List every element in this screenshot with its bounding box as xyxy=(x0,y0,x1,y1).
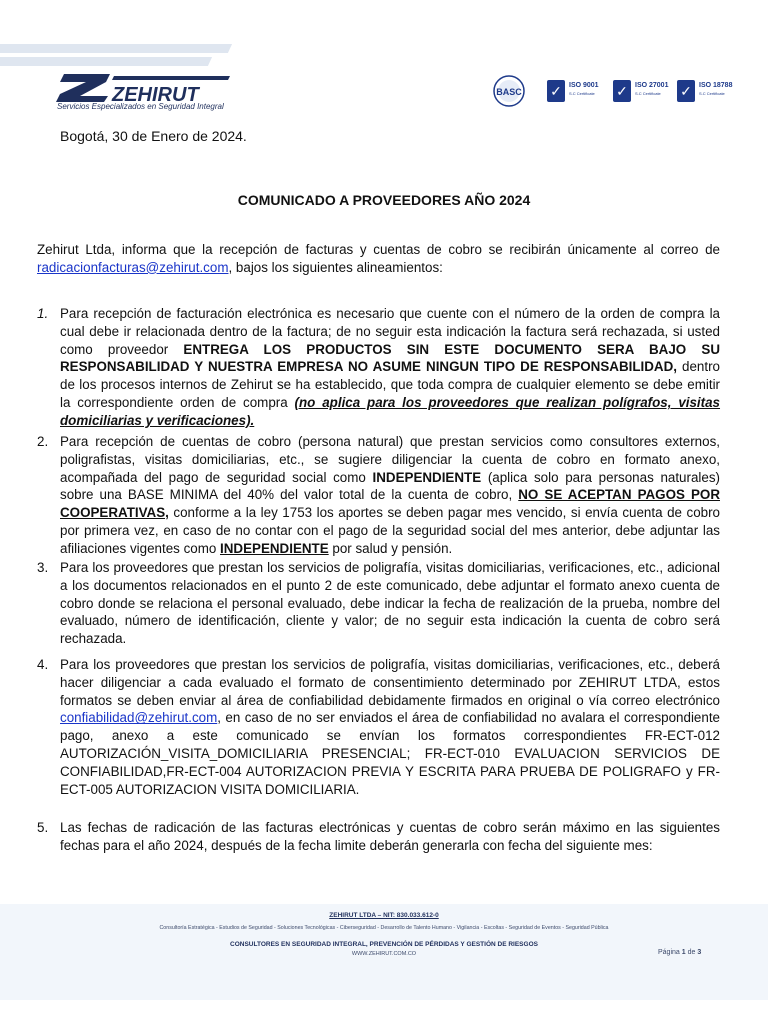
item-number: 2. xyxy=(37,434,49,449)
footer-website: WWW.ZEHIRUT.COM.CO xyxy=(351,951,417,957)
cert-sub: S.C Certificate xyxy=(699,91,725,96)
item-text: Para recepción de cuentas de cobro (persona natural) que prestan servicios como consultores externos, poligrafistas, visitas domiciliarias, etc., se sugiere diligenciar la cuenta de cobro en formato anexo, acompañada del pago de seguridad social como xyxy=(60,434,720,485)
item-bold-underlined-text: (no aplica para los proveedores que realizan polígrafos, visitas domiciliarias y verificaciones). xyxy=(60,394,721,428)
basc-seal xyxy=(492,74,526,108)
item-text: Para recepción de facturación electrónica es necesario que cuente con el número de la orden de compra la cual debe ir relacionada dentro de la factura; de no seguir esta indicación la factura será rechazada, si usted como proveedor xyxy=(60,306,720,357)
confiabilidad-email-link[interactable]: confiabilidad@zehirut.com xyxy=(60,710,218,726)
intro-text: Zehirut Ltda, informa que la recepción de facturas y cuentas de cobro se recibirán únicamente al correo de xyxy=(37,242,720,257)
logo-text: ZEHIRUT xyxy=(112,84,199,104)
item-number: 3. xyxy=(37,560,49,575)
page-indicator xyxy=(658,949,701,956)
page-number: 1 xyxy=(681,949,686,956)
check-icon: ✓ xyxy=(547,80,565,102)
logo-tagline: Servicios Especializados en Seguridad Integral xyxy=(57,102,224,111)
item-text: dentro de los procesos internos de Zehirut se ha establecido, que toda compra de cualquier elemento se debe emitir la correspondiente orden de compra xyxy=(60,359,720,410)
cert-name: ISO 9001 xyxy=(569,82,599,89)
list-item-1 xyxy=(60,305,720,430)
item-number: 4. xyxy=(37,657,49,672)
item-text: (aplica solo para personas naturales) sobre una BASE MINIMA del 40% del valor total de la cuenta de cobro, xyxy=(60,469,720,503)
check-icon: ✓ xyxy=(613,80,631,102)
certifications xyxy=(492,74,742,108)
page-footer xyxy=(0,904,768,1000)
list-item-5 xyxy=(60,819,720,855)
page-label: Página xyxy=(658,949,680,956)
item-text: , en caso de no ser enviados el área de confiabilidad no avalara el correspondiente pago, anexo a este comunicado se envían los formatos correspondientes FR-ECT-012 AUTORIZACIÓN_VISITA_DOMICILIARIA PRESENCIAL; FR-ECT-010 EVALUACION SERVICIOS DE CONFIABILIDAD,FR-ECT-004 AUTORIZACION PREVIA Y ESCRITA PARA PRUEBA DE POLIGRAFO y FR-ECT-005 AUTORIZACION VISITA DOMICILIARIA. xyxy=(60,710,720,797)
cert-name: ISO 27001 xyxy=(635,82,669,89)
list-item-4 xyxy=(60,656,720,798)
intro-text-end: , bajos los siguientes alineamientos: xyxy=(228,259,443,275)
check-icon: ✓ xyxy=(677,80,695,102)
item-number: 5. xyxy=(37,820,49,835)
document-title: COMUNICADO A PROVEEDORES AÑO 2024 xyxy=(237,192,531,208)
item-text: Para los proveedores que prestan los servicios de poligrafía, visitas domiciliarias, verificaciones, etc., adicional a los documentos relacionados en el punto 2 de este comunicado, debe adjuntar el formato anexo cuenta de cobro donde se relaciona el personal evaluado, debe indicar la fecha de realización de la prueba, nombre del evaluado, número de identificación, cliente y valor; de no seguir esta indicación la cuenta de cobro será rechazada. xyxy=(60,560,720,647)
cert-name: ISO 18788 xyxy=(699,82,733,89)
item-bold-underlined-text: INDEPENDIENTE xyxy=(220,540,329,556)
item-bold-text: INDEPENDIENTE xyxy=(372,469,482,485)
item-number: 1. xyxy=(37,306,49,321)
item-bold-text: ENTREGA LOS PRODUCTOS SIN ESTE DOCUMENTO SERA BAJO SU RESPONSABILIDAD Y NUESTRA EMPRESA NO ASUME NINGUN TIPO DE RESPONSABILIDAD, xyxy=(60,341,720,375)
item-text: conforme a la ley 1753 los aportes se deben pagar mes vencido, si envía cuenta de cobro por primera vez, en caso de no contar con el pago de la seguridad social del mes anterior, debe adjuntar las afiliaciones vigentes como xyxy=(60,505,720,556)
header-stripes xyxy=(0,0,260,70)
page-of: de xyxy=(687,949,696,956)
cert-sub: S.C Certificate xyxy=(569,91,595,96)
intro-paragraph xyxy=(37,241,720,277)
item-text: por salud y pensión. xyxy=(328,540,453,556)
item-text: Para los proveedores que prestan los servicios de poligrafía, visitas domiciliarias, verificaciones, etc., deberá hacer diligenciar a cada evaluado el formato de consentimiento determinado por ZEHIRUT LTDA, estos formatos se deben enviar al área de confiabilidad debidamente firmados en original o vía correo electrónico xyxy=(60,657,720,708)
cert-sub: S.C Certificate xyxy=(635,91,661,96)
list-item-3 xyxy=(60,559,720,648)
footer-tagline: CONSULTORES EN SEGURIDAD INTEGRAL, PREVENCIÓN DE PÉRDIDAS Y GESTIÓN DE RIESGOS xyxy=(230,941,538,948)
item-bold-underlined-text: NO SE ACEPTAN PAGOS POR COOPERATIVAS, xyxy=(60,487,720,521)
basc-label: BASC xyxy=(496,87,522,97)
invoice-email-link[interactable]: radicacionfacturas@zehirut.com xyxy=(37,259,229,275)
page-total: 3 xyxy=(697,949,702,956)
footer-company: ZEHIRUT LTDA – NIT: 830.033.612-0 xyxy=(329,912,439,919)
list-item-2 xyxy=(60,433,720,558)
item-text: Las fechas de radicación de las facturas electrónicas y cuentas de cobro serán máximo en las siguientes fechas para el año 2024, después de la fecha limite deberán generarla con fecha del siguiente mes: xyxy=(60,820,720,853)
footer-services: Consultoría Estratégica - Estudios de Seguridad - Soluciones Tecnológicas - Ciberseguridad - Desarrollo de Talento Humano - Vigilancia - Escoltas - Seguridad de Eventos - Seguridad Pública xyxy=(159,925,609,931)
letter-date: Bogotá, 30 de Enero de 2024. xyxy=(60,128,247,144)
